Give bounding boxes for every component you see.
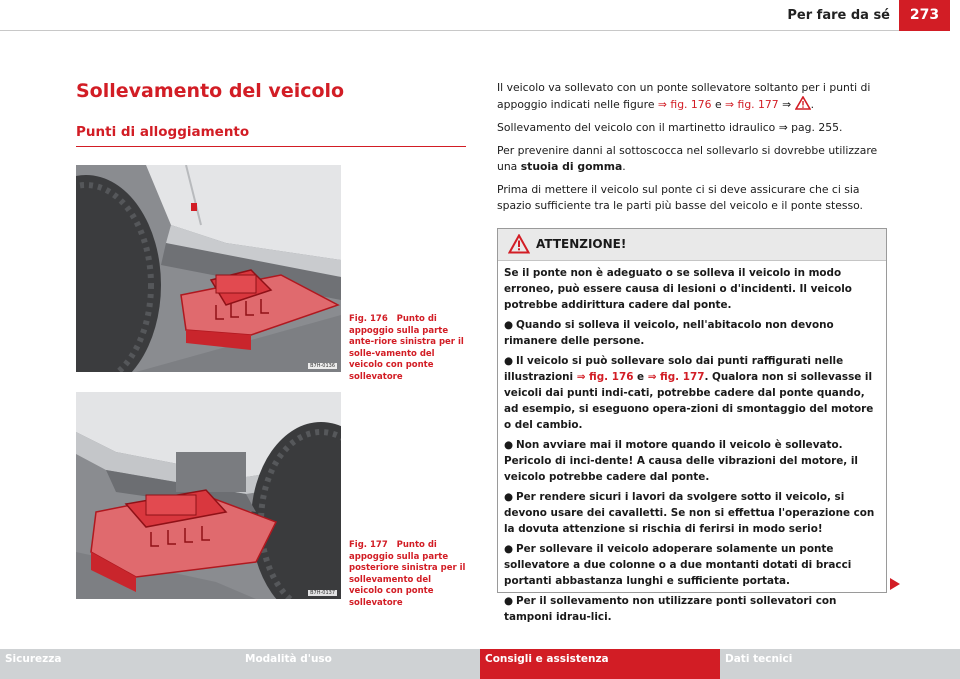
page-number: 273 bbox=[899, 0, 950, 31]
warning-bullet-2-mid: e bbox=[633, 371, 648, 383]
figure-177-caption-text: Punto di appoggio sulla parte posteriore sinistra per il sollevamento del veicolo con ponte sollevatore bbox=[349, 540, 466, 608]
warning-bullet-3 bbox=[504, 437, 880, 485]
warning-ref-fig-177-link[interactable]: ⇒ fig. 177 bbox=[647, 371, 705, 383]
warning-bullet-4 bbox=[504, 489, 880, 537]
warning-body bbox=[498, 261, 886, 625]
body-text bbox=[497, 80, 887, 221]
nav-tab-consigli-e-assistenza[interactable]: Consigli e assistenza bbox=[480, 649, 720, 679]
warning-bullet-2 bbox=[504, 353, 880, 433]
p1-mid: e bbox=[711, 98, 726, 111]
bullet-icon: ● bbox=[504, 439, 514, 451]
bottom-nav bbox=[0, 649, 960, 679]
figure-176-image bbox=[76, 165, 341, 372]
warning-bullet-2-text: Il veicolo si può sollevare solo dai punti raffigurati nelle illustrazioni bbox=[504, 355, 844, 383]
bullet-icon: ● bbox=[504, 491, 514, 503]
paragraph-clearance: Prima di mettere il veicolo sul ponte ci si deve assicurare che ci sia spazio sufficiente tra le parti più basse del veicolo e il ponte stesso. bbox=[497, 183, 863, 212]
bullet-icon: ● bbox=[504, 595, 514, 607]
nav-tab-sicurezza[interactable]: Sicurezza bbox=[5, 653, 62, 665]
bullet-icon: ● bbox=[504, 543, 514, 555]
section-title: Sollevamento del veicolo bbox=[76, 80, 345, 102]
ref-fig-177-link[interactable]: ⇒ fig. 177 bbox=[725, 98, 779, 111]
p1-end: ⇒ bbox=[778, 98, 795, 111]
warning-bullet-2-end: . Qualora non si sollevasse il veicoli dai punti indi-cati, potrebbe cadere dal ponte quando, ad esempio, si eseguono opera-zioni di smontaggio del motore o del cambio. bbox=[504, 371, 874, 431]
p3-text: Per prevenire danni al sottoscocca nel sollevarlo si dovrebbe utilizzare una bbox=[497, 144, 878, 173]
subsection-rule bbox=[76, 146, 466, 147]
subsection-title: Punti di alloggiamento bbox=[76, 124, 250, 140]
warning-triangle-icon[interactable] bbox=[795, 96, 811, 110]
warning-bullet-5 bbox=[504, 541, 880, 589]
nav-tab-modalita-duso[interactable]: Modalità d'uso bbox=[245, 653, 332, 665]
figure-177-code: B7H-0137 bbox=[310, 590, 335, 596]
warning-title: ATTENZIONE! bbox=[536, 237, 627, 251]
next-page-arrow-icon[interactable] bbox=[889, 577, 901, 591]
figure-177-caption bbox=[349, 540, 467, 609]
warning-intro: Se il ponte non è adeguato o se solleva il veicolo in modo erroneo, può essere causa di lesioni o d'incidenti. Il veicolo potrebbe addirittura cadere dal ponte. bbox=[504, 267, 852, 311]
p1-text: Il veicolo va sollevato con un ponte sollevatore soltanto per i punti di appoggio indicati nelle figure bbox=[497, 81, 871, 111]
warning-bullet-5-text: Per sollevare il veicolo adoperare solamente un ponte sollevatore a due colonne o a due montanti dotati di bracci portanti abbastanza lunghi e sufficiente portata. bbox=[504, 543, 852, 587]
warning-bullet-3-text: Non avviare mai il motore quando il veicolo è sollevato. Pericolo di inci-dente! A causa delle vibrazioni del motore, il veicolo potrebbe cadere dal ponte. bbox=[504, 439, 858, 483]
figure-176-caption bbox=[349, 314, 467, 383]
warning-triangle-icon bbox=[508, 234, 530, 254]
warning-bullet-6 bbox=[504, 593, 880, 625]
paragraph-rubber-mat bbox=[497, 143, 887, 175]
figure-177-caption-prefix: Fig. 177 bbox=[349, 540, 388, 550]
warning-bullet-6-text: Per il sollevamento non utilizzare ponti sollevatori con tamponi idrau-lici. bbox=[504, 595, 837, 623]
paragraph-lift-points: Il veicolo va sollevato con un ponte sollevatore soltanto per i punti di appoggio indicati nelle figure ⇒ fig. 176 e ⇒ fig. 177 ⇒ . bbox=[497, 81, 871, 111]
header-rule bbox=[0, 30, 912, 31]
warning-bullet-1 bbox=[504, 317, 880, 349]
warning-header bbox=[498, 229, 886, 261]
figure-177-image bbox=[76, 392, 341, 599]
warning-box bbox=[497, 228, 887, 623]
figure-176-caption-text: Punto di appoggio sulla parte ante-riore sinistra per il solle-vamento del veicolo con ponte sollevatore bbox=[349, 314, 464, 382]
figure-176-caption-prefix: Fig. 176 bbox=[349, 314, 388, 324]
ref-fig-176-link[interactable]: ⇒ fig. 176 bbox=[657, 98, 712, 111]
warning-ref-fig-176-link[interactable]: ⇒ fig. 176 bbox=[576, 371, 634, 383]
running-header-title: Per fare da sé bbox=[787, 8, 890, 23]
front-lift-point-illustration bbox=[76, 165, 341, 372]
bullet-icon: ● bbox=[504, 319, 514, 331]
rear-lift-point-illustration bbox=[76, 392, 341, 599]
bullet-icon: ● bbox=[504, 355, 514, 367]
p3-end: . bbox=[622, 160, 626, 173]
nav-tab-dati-tecnici[interactable]: Dati tecnici bbox=[725, 653, 793, 665]
figure-176-code: B7H-0136 bbox=[310, 363, 335, 369]
warning-bullet-1-text: Quando si solleva il veicolo, nell'abitacolo non devono rimanere delle persone. bbox=[504, 319, 834, 347]
paragraph-hydraulic-jack: Sollevamento del veicolo con il martinetto idraulico ⇒ pag. 255. bbox=[497, 121, 843, 134]
p3-bold: stuoia di gomma bbox=[520, 160, 623, 173]
warning-bullet-4-text: Per rendere sicuri i lavori da svolgere sotto il veicolo, si devono usare dei cavalletti. Se non si effettua l'operazione con la dovuta attenzione si rischia di ferirsi in modo serio! bbox=[504, 491, 875, 535]
